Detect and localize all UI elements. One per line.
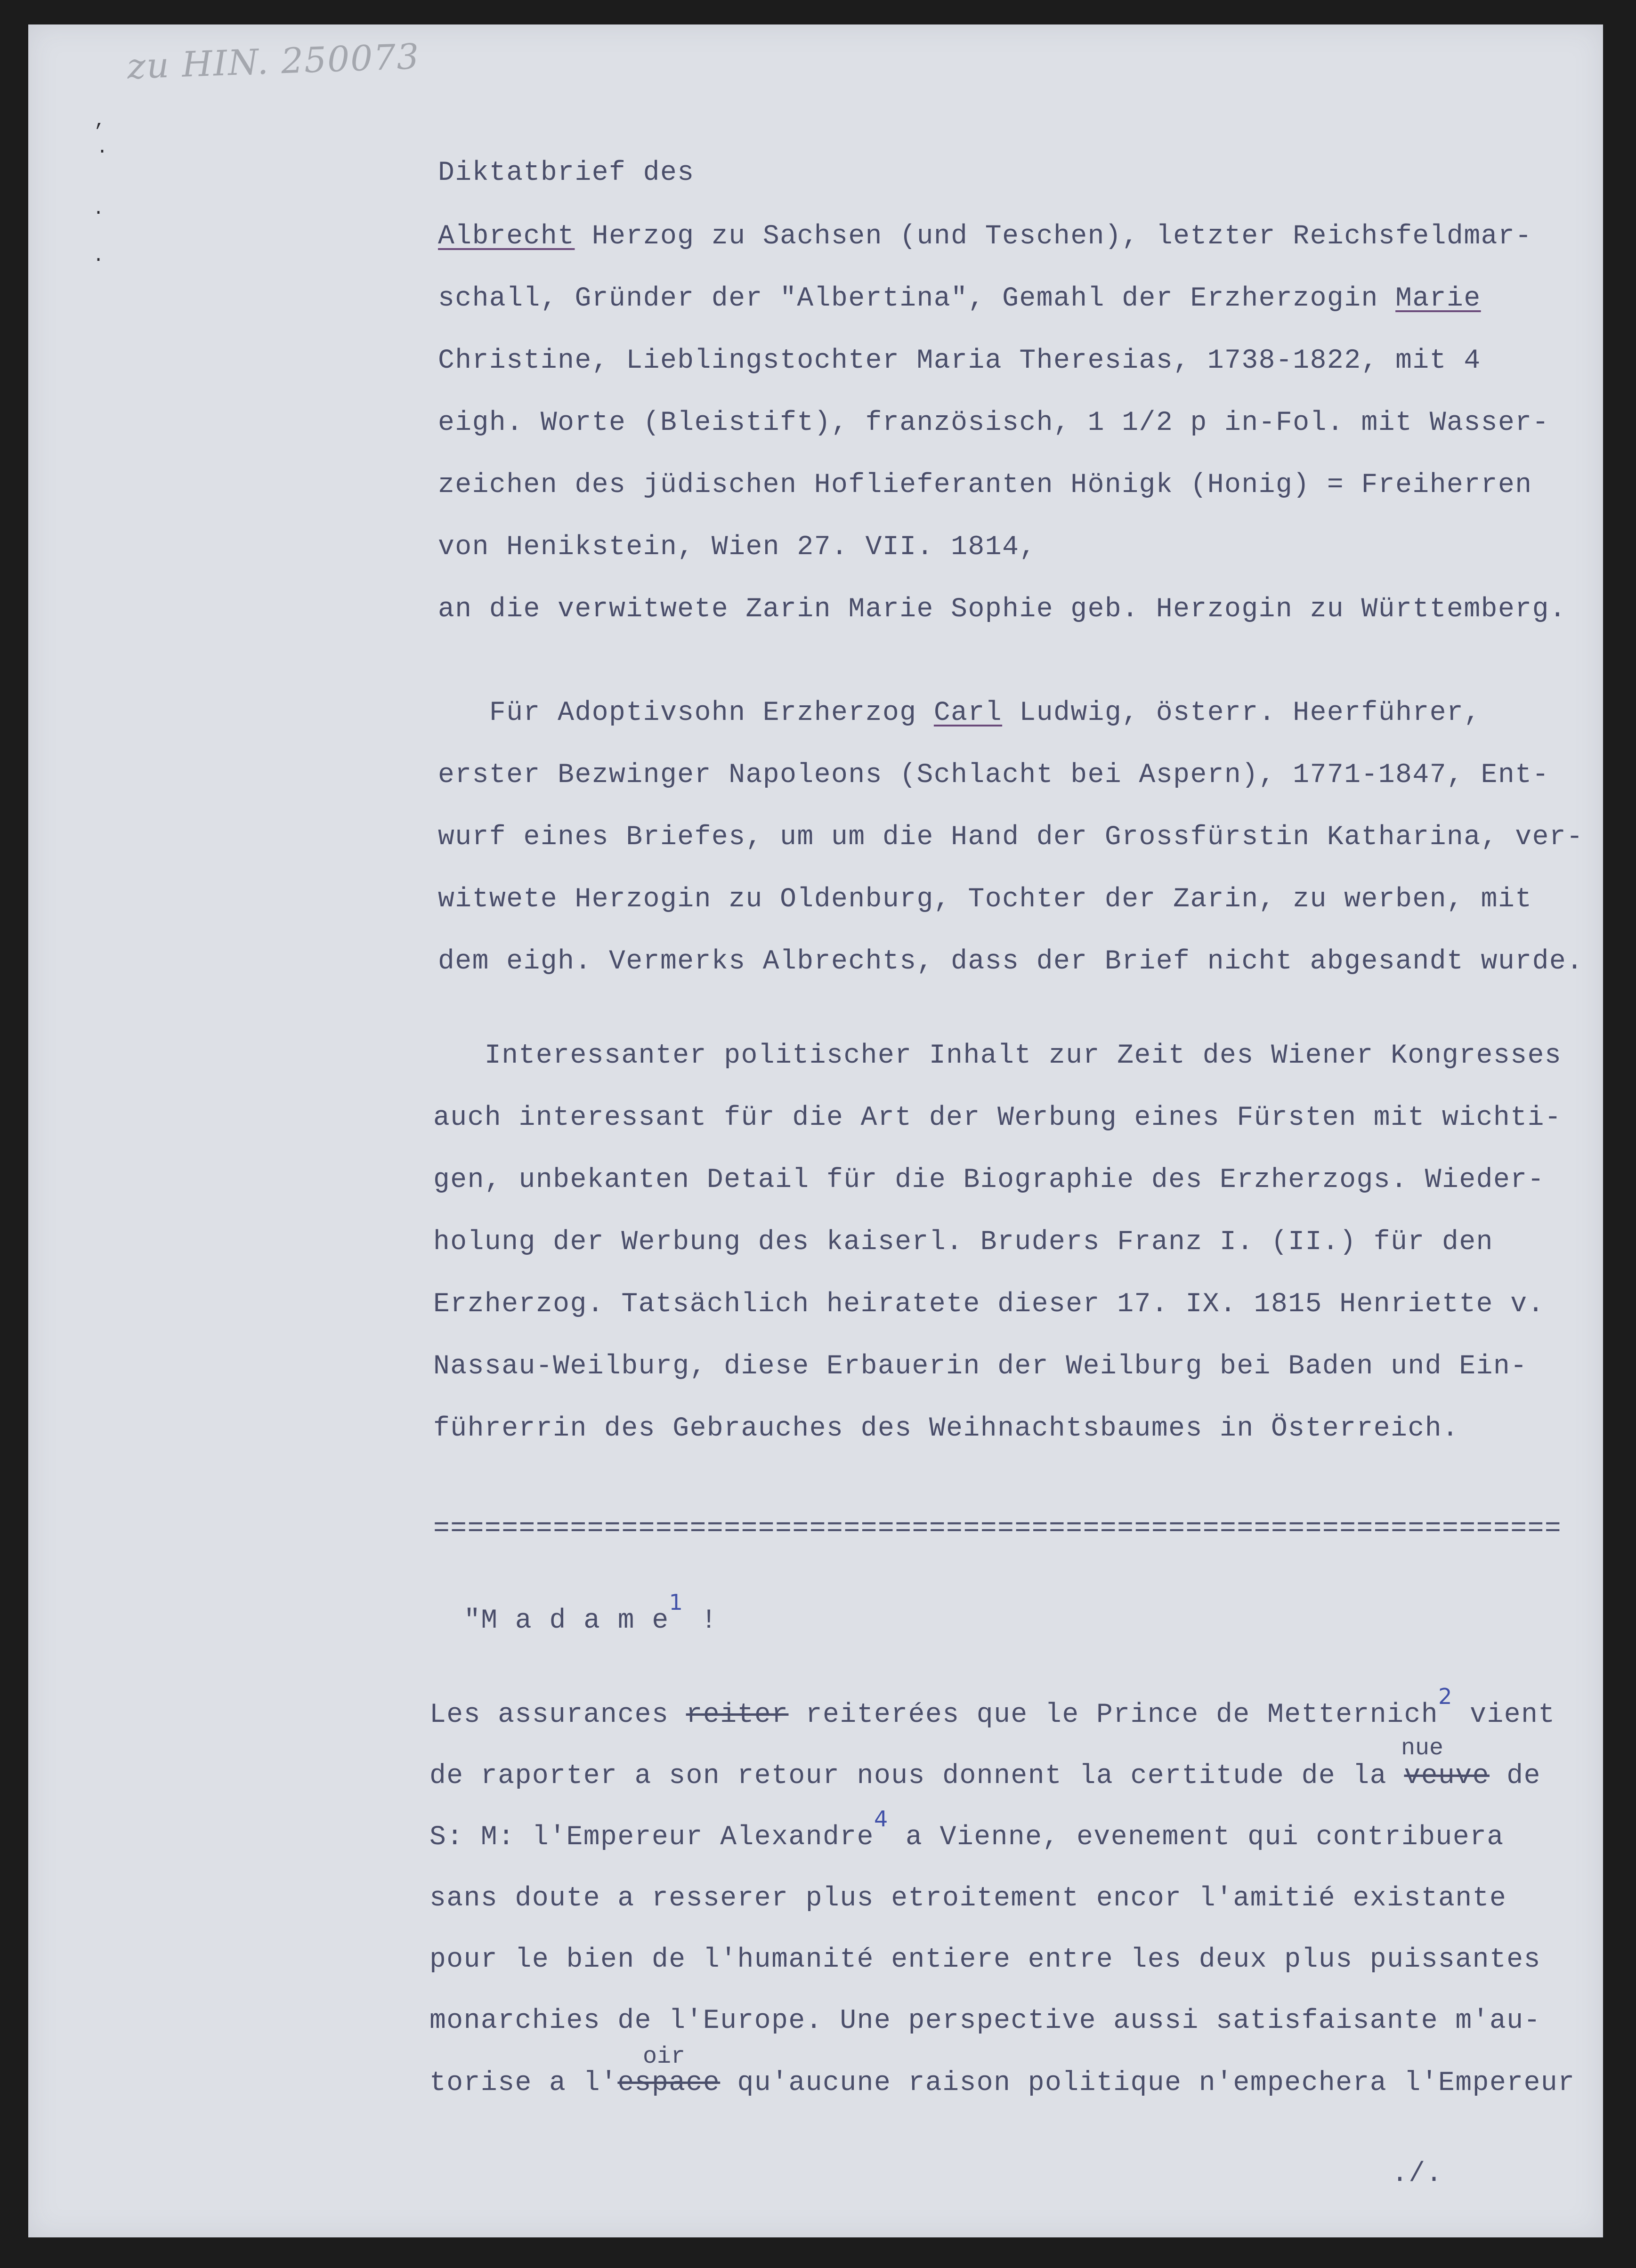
- margin-mark: ,: [94, 111, 106, 132]
- letter-line: monarchies de l'Europe. Une perspective aussi satisfaisante m'au-: [429, 2006, 1541, 2036]
- continuation-mark: ./.: [1392, 2159, 1443, 2189]
- struck-text: veuve: [1404, 1761, 1490, 1792]
- archive-note: zu HIN. 250073: [126, 36, 421, 87]
- underlined-name: Carl: [933, 698, 1003, 728]
- text-line: holung der Werbung des kaiserl. Bruders Franz I. (II.) für den: [433, 1227, 1493, 1258]
- header-title: Diktatbrief des: [438, 158, 695, 188]
- text-line: Für Adoptivsohn Erzherzog Carl Ludwig, österr. Heerführer,: [438, 698, 1481, 728]
- text-line: auch interessant für die Art der Werbung eines Fürsten mit wichti-: [433, 1103, 1562, 1133]
- footnote-ref: 1: [669, 1590, 684, 1615]
- text-line: Interessanter politischer Inhalt zur Zeit des Wiener Kongresses: [433, 1041, 1562, 1071]
- text-line: schall, Gründer der "Albertina", Gemahl der Erzherzogin Marie: [438, 283, 1481, 314]
- text-line: witwete Herzogin zu Oldenburg, Tochter der Zarin, zu werben, mit: [438, 884, 1532, 915]
- text-line: zeichen des jüdischen Hoflieferanten Hönigk (Honig) = Freiherren: [438, 470, 1532, 500]
- letter-line: torise a l'espace qu'aucune raison politique n'empechera l'Empereur: [429, 2068, 1575, 2099]
- footnote-ref: 4: [874, 1806, 889, 1832]
- text-line: eigh. Worte (Bleistift), französisch, 1 1/2 p in-Fol. mit Wasser-: [438, 408, 1549, 438]
- margin-mark: ·: [97, 141, 108, 162]
- struck-text: reiter: [686, 1700, 789, 1730]
- margin-mark: ·: [93, 202, 105, 224]
- letter-line: pour le bien de l'humanité entiere entre les deux plus puissantes: [429, 1945, 1541, 1975]
- text-line: von Henikstein, Wien 27. VII. 1814,: [438, 532, 1037, 563]
- text-line: gen, unbekanten Detail für die Biographie des Erzherzogs. Wieder-: [433, 1165, 1545, 1195]
- separator-rule: ==================================================================: [433, 1514, 1562, 1544]
- text-line: dem eigh. Vermerks Albrechts, dass der Brief nicht abgesandt wurde.: [438, 946, 1584, 977]
- salutation: "M a d a m $e^1$ !: [464, 1590, 718, 1636]
- text-line: wurf eines Briefes, um um die Hand der Grossfürstin Katharina, ver-: [438, 822, 1584, 853]
- text-line: Christine, Lieblingstochter Maria Theresias, 1738-1822, mit 4: [438, 346, 1481, 376]
- letter-line: sans doute a resserer plus etroitement encor l'amitié existante: [429, 1883, 1507, 1914]
- underlined-name: Albrecht: [438, 221, 575, 252]
- text-line: führerrin des Gebrauches des Weihnachtsbaumes in Österreich.: [433, 1413, 1459, 1444]
- struck-text: espace: [617, 2068, 721, 2099]
- text-line: Albrecht Herzog zu Sachsen (und Teschen), letzter Reichsfeldmar-: [438, 221, 1532, 252]
- letter-line: Les assurances reiter reiterées que le Prince de Metternich$^2$ vient: [429, 1684, 1555, 1730]
- text-line: Erzherzog. Tatsächlich heiratete dieser 17. IX. 1815 Henriette v.: [433, 1289, 1545, 1320]
- text-line: Nassau-Weilburg, diese Erbauerin der Weilburg bei Baden und Ein-: [433, 1351, 1528, 1382]
- underlined-name: Marie: [1395, 283, 1481, 314]
- footnote-ref: 2: [1438, 1684, 1453, 1709]
- interlinear-correction: nue: [1401, 1735, 1444, 1762]
- letter-line: de raporter a son retour nous donnent la certitude de la veuve de: [429, 1761, 1541, 1792]
- interlinear-correction: oir: [643, 2043, 686, 2070]
- text-line: erster Bezwinger Napoleons (Schlacht bei Aspern), 1771-1847, Ent-: [438, 760, 1549, 791]
- letter-line: S: M: l'Empereur Alexandre$^4$ a Vienne, evenement qui contribuera: [429, 1806, 1504, 1853]
- margin-mark: ·: [93, 250, 105, 271]
- text-line: an die verwitwete Zarin Marie Sophie geb. Herzogin zu Württemberg.: [438, 594, 1567, 625]
